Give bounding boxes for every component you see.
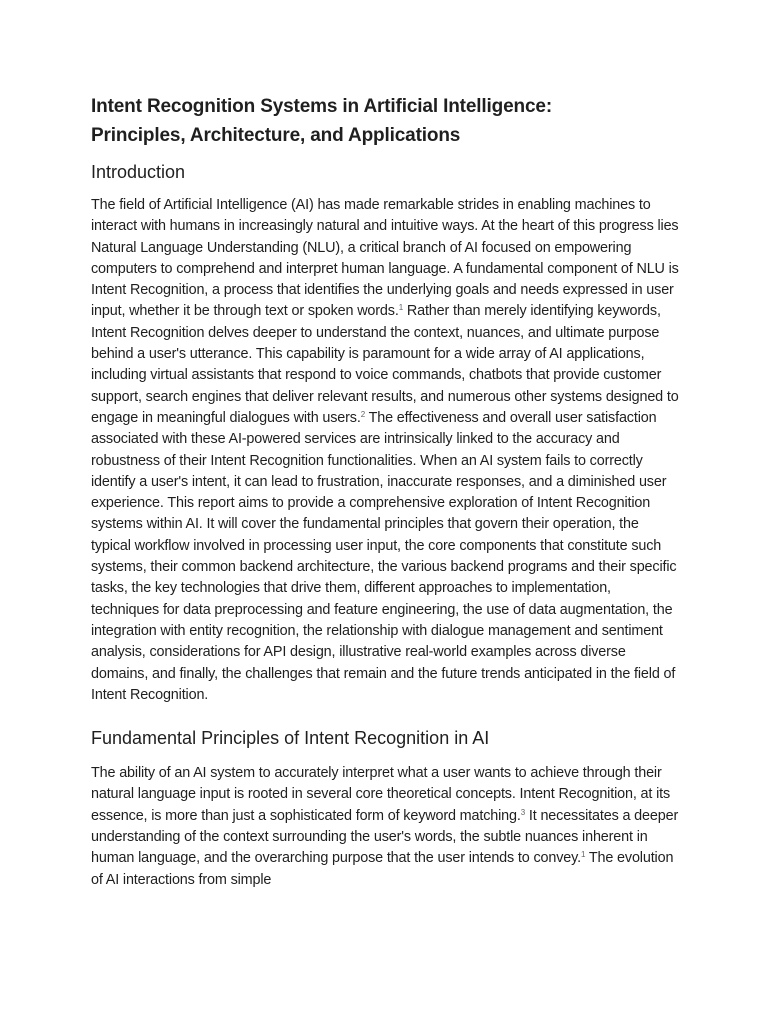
section-heading-fundamental-principles: Fundamental Principles of Intent Recognition in AI [91, 728, 490, 749]
document-title-line-2: Principles, Architecture, and Applications [91, 124, 461, 146]
fundamental-principles-paragraph [91, 763, 681, 891]
footnote-reference[interactable]: 1 [580, 850, 586, 860]
paragraph-text-segment: Rather than merely identifying keywords, Intent Recognition delves deeper to understand the context, nuances, and ultimate purpose behind a user's utterance. This capability is paramount for a wide array of AI applications, including virtual assistants that respond to voice commands, chatbots that provide customer support, search engines that deliver relevant results, and numerous other systems designed to engage in meaningful dialogues with users. [91, 303, 679, 426]
footnote-reference[interactable]: 2 [360, 409, 366, 419]
paragraph-text-segment: It necessitates a deeper understanding of the context surrounding the user's words, the subtle nuances inherent in human language, and the overarching purpose that the user intends to convey. [91, 807, 679, 867]
footnote-reference[interactable]: 1 [398, 303, 403, 313]
document-title [91, 93, 681, 150]
paragraph-text-segment: The evolution of AI interactions from simple [91, 850, 674, 888]
document-title-line-1: Intent Recognition Systems in Artificial Intelligence: [91, 96, 552, 117]
footnote-reference[interactable]: 3 [520, 807, 526, 817]
document-page [91, 93, 681, 891]
paragraph-text-segment: The field of Artificial Intelligence (AI) has made remarkable strides in enabling machines to interact with humans in increasingly natural and intuitive ways. At the heart of this progress lies Natural Language Understanding (NLU), a critical branch of AI focused on empowering computers to comprehend and interpret human language. A fundamental component of NLU is Intent Recognition, a process that identifies the underlying goals and needs expressed in user input, whether it be through text or spoken words. [91, 197, 679, 320]
section-heading-introduction: Introduction [91, 162, 186, 182]
introduction-paragraph [91, 195, 681, 706]
paragraph-text-segment: The effectiveness and overall user satisfaction associated with these AI-powered services are intrinsically linked to the accuracy and robustness of their Intent Recognition functionalities. When an AI system fails to correctly identify a user's intent, it can lead to frustration, inaccurate responses, and a diminished user experience. This report aims to provide a comprehensive exploration of Intent Recognition systems within AI. It will cover the fundamental principles that govern their operation, the typical workflow involved in processing user input, the core components that constitute such systems, their common backend architecture, the various backend programs and their specific tasks, the key technologies that drive them, different approaches to implementation, techniques for data preprocessing and feature engineering, the use of data augmentation, the integration with entity recognition, the relationship with dialogue management and sentiment analysis, considerations for API design, illustrative real-world examples across diverse domains, and finally, the challenges that remain and the future trends anticipated in the field of Intent Recognition. [91, 409, 677, 703]
paragraph-text-segment: The ability of an AI system to accurately interpret what a user wants to achieve through their natural language input is rooted in several core theoretical concepts. Intent Recognition, at its essence, is more than just a sophisticated form of keyword matching. [91, 765, 671, 824]
